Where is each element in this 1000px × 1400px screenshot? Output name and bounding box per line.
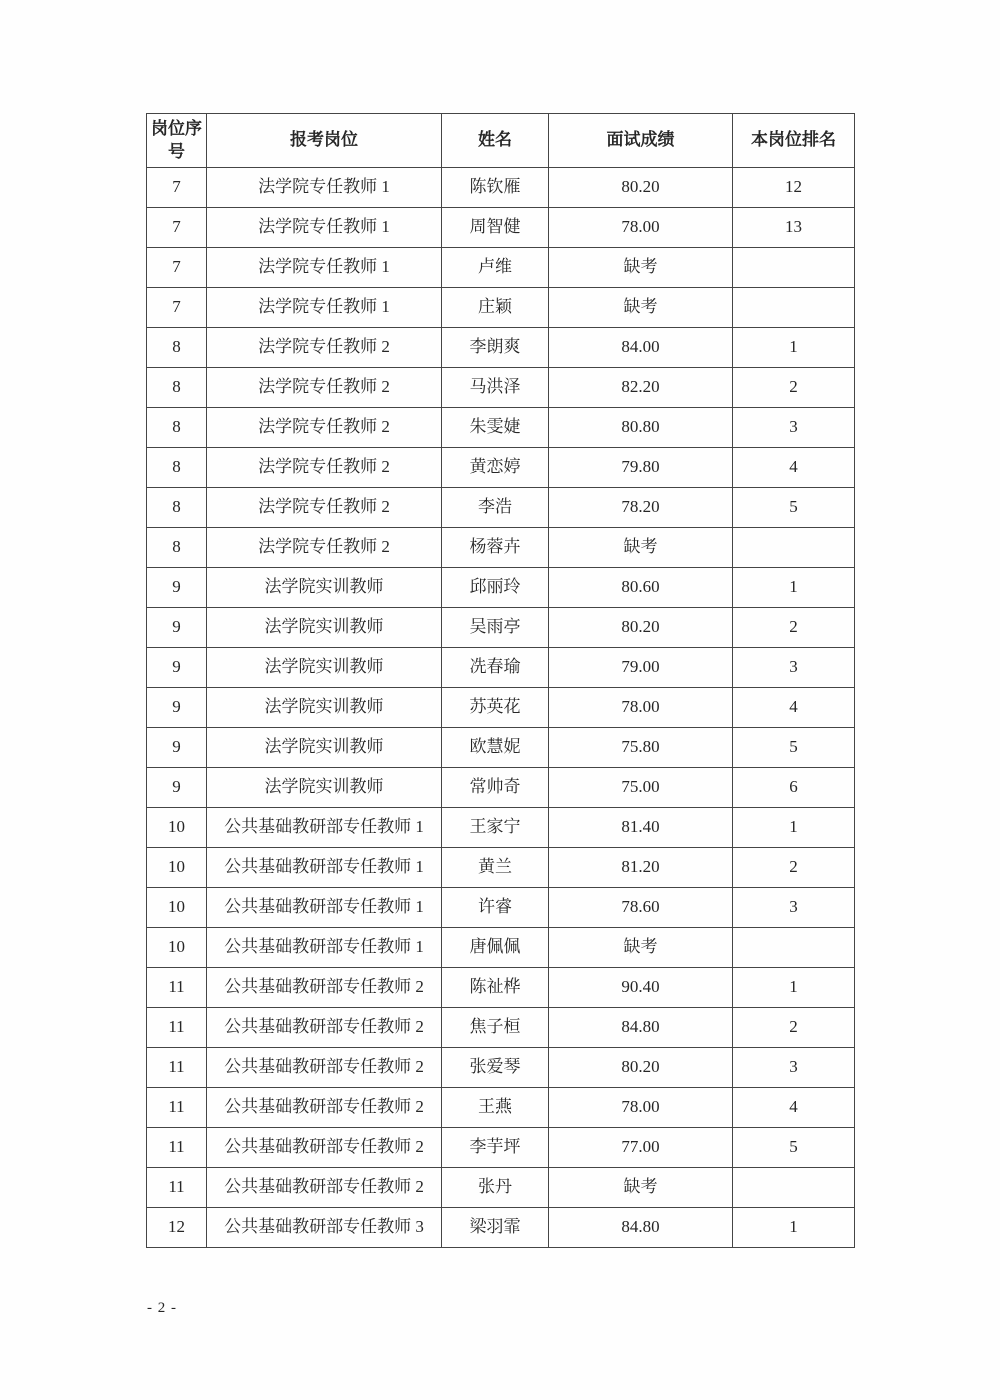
cell-name: 吴雨亭	[442, 608, 549, 648]
cell-position-seq: 11	[147, 1048, 207, 1088]
cell-applied-position: 公共基础教研部专任教师 2	[207, 1048, 442, 1088]
cell-applied-position: 公共基础教研部专任教师 2	[207, 1128, 442, 1168]
table-row	[147, 1208, 855, 1248]
table-row	[147, 1128, 855, 1168]
cell-interview-score: 缺考	[549, 248, 733, 288]
table-row	[147, 488, 855, 528]
cell-interview-score: 84.80	[549, 1208, 733, 1248]
table-row	[147, 408, 855, 448]
table-row	[147, 768, 855, 808]
cell-name: 王家宁	[442, 808, 549, 848]
table-row	[147, 328, 855, 368]
cell-applied-position: 法学院专任教师 2	[207, 448, 442, 488]
cell-position-seq: 11	[147, 968, 207, 1008]
cell-interview-score: 75.80	[549, 728, 733, 768]
cell-interview-score: 82.20	[549, 368, 733, 408]
table-row	[147, 1048, 855, 1088]
cell-applied-position: 法学院专任教师 2	[207, 368, 442, 408]
cell-interview-score: 78.00	[549, 1088, 733, 1128]
table-row	[147, 528, 855, 568]
cell-position-seq: 9	[147, 608, 207, 648]
cell-position-rank: 3	[733, 648, 855, 688]
cell-interview-score: 78.20	[549, 488, 733, 528]
cell-interview-score: 81.40	[549, 808, 733, 848]
cell-position-rank: 4	[733, 688, 855, 728]
cell-position-rank: 1	[733, 1208, 855, 1248]
cell-applied-position: 公共基础教研部专任教师 2	[207, 1008, 442, 1048]
cell-interview-score: 78.60	[549, 888, 733, 928]
cell-position-seq: 10	[147, 888, 207, 928]
cell-position-rank: 1	[733, 808, 855, 848]
cell-position-seq: 8	[147, 488, 207, 528]
table-row	[147, 448, 855, 488]
cell-interview-score: 缺考	[549, 528, 733, 568]
table-row	[147, 1008, 855, 1048]
cell-applied-position: 法学院专任教师 2	[207, 328, 442, 368]
cell-position-rank	[733, 248, 855, 288]
cell-position-rank	[733, 528, 855, 568]
table-row	[147, 968, 855, 1008]
cell-position-seq: 10	[147, 848, 207, 888]
cell-name: 唐佩佩	[442, 928, 549, 968]
cell-applied-position: 公共基础教研部专任教师 3	[207, 1208, 442, 1248]
cell-position-rank: 2	[733, 368, 855, 408]
cell-name: 许睿	[442, 888, 549, 928]
cell-name: 朱雯婕	[442, 408, 549, 448]
cell-applied-position: 法学院实训教师	[207, 608, 442, 648]
cell-position-rank	[733, 288, 855, 328]
col-header-position-seq: 岗位序号	[147, 114, 207, 168]
cell-name: 张爱琴	[442, 1048, 549, 1088]
table-row	[147, 208, 855, 248]
cell-name: 卢维	[442, 248, 549, 288]
cell-position-rank: 1	[733, 328, 855, 368]
cell-position-seq: 9	[147, 568, 207, 608]
cell-position-rank: 1	[733, 968, 855, 1008]
table-row	[147, 808, 855, 848]
table-row	[147, 248, 855, 288]
cell-name: 陈祉桦	[442, 968, 549, 1008]
cell-position-rank: 5	[733, 488, 855, 528]
cell-position-rank: 6	[733, 768, 855, 808]
cell-position-seq: 9	[147, 768, 207, 808]
cell-position-seq: 9	[147, 728, 207, 768]
table-row	[147, 728, 855, 768]
cell-position-seq: 12	[147, 1208, 207, 1248]
table-row	[147, 568, 855, 608]
cell-applied-position: 法学院专任教师 2	[207, 488, 442, 528]
cell-position-rank: 2	[733, 1008, 855, 1048]
table-row	[147, 1168, 855, 1208]
table-row	[147, 928, 855, 968]
cell-position-rank: 2	[733, 608, 855, 648]
cell-name: 冼春瑜	[442, 648, 549, 688]
cell-applied-position: 公共基础教研部专任教师 2	[207, 1088, 442, 1128]
cell-position-seq: 10	[147, 928, 207, 968]
cell-position-seq: 7	[147, 168, 207, 208]
cell-position-seq: 9	[147, 648, 207, 688]
cell-position-rank: 3	[733, 888, 855, 928]
table-row	[147, 368, 855, 408]
cell-name: 黄兰	[442, 848, 549, 888]
col-header-position-rank: 本岗位排名	[733, 114, 855, 168]
cell-applied-position: 法学院实训教师	[207, 688, 442, 728]
cell-position-seq: 7	[147, 288, 207, 328]
cell-position-rank	[733, 928, 855, 968]
cell-interview-score: 78.00	[549, 208, 733, 248]
cell-name: 王燕	[442, 1088, 549, 1128]
cell-name: 李朗爽	[442, 328, 549, 368]
cell-applied-position: 法学院专任教师 2	[207, 528, 442, 568]
cell-name: 黄恋婷	[442, 448, 549, 488]
cell-name: 张丹	[442, 1168, 549, 1208]
cell-interview-score: 80.60	[549, 568, 733, 608]
table-header-row	[147, 114, 855, 168]
cell-interview-score: 80.20	[549, 608, 733, 648]
cell-name: 李浩	[442, 488, 549, 528]
cell-interview-score: 缺考	[549, 288, 733, 328]
cell-name: 焦子桓	[442, 1008, 549, 1048]
cell-applied-position: 公共基础教研部专任教师 1	[207, 808, 442, 848]
interview-score-table	[146, 113, 855, 1248]
cell-interview-score: 缺考	[549, 928, 733, 968]
cell-position-seq: 8	[147, 408, 207, 448]
cell-name: 欧慧妮	[442, 728, 549, 768]
table-row	[147, 888, 855, 928]
cell-position-seq: 11	[147, 1088, 207, 1128]
cell-name: 李芋坪	[442, 1128, 549, 1168]
cell-name: 周智健	[442, 208, 549, 248]
table-row	[147, 288, 855, 328]
table-row	[147, 1088, 855, 1128]
cell-applied-position: 法学院实训教师	[207, 728, 442, 768]
cell-name: 马洪泽	[442, 368, 549, 408]
page-number: - 2 -	[147, 1300, 177, 1316]
cell-applied-position: 法学院专任教师 2	[207, 408, 442, 448]
cell-position-rank: 3	[733, 408, 855, 448]
cell-applied-position: 公共基础教研部专任教师 2	[207, 968, 442, 1008]
col-header-interview-score: 面试成绩	[549, 114, 733, 168]
cell-position-rank: 4	[733, 1088, 855, 1128]
cell-position-rank: 12	[733, 168, 855, 208]
cell-interview-score: 79.00	[549, 648, 733, 688]
cell-position-rank: 2	[733, 848, 855, 888]
table-row	[147, 168, 855, 208]
cell-interview-score: 84.00	[549, 328, 733, 368]
cell-interview-score: 78.00	[549, 688, 733, 728]
cell-applied-position: 法学院专任教师 1	[207, 208, 442, 248]
cell-name: 邱丽玲	[442, 568, 549, 608]
col-header-name: 姓名	[442, 114, 549, 168]
cell-applied-position: 公共基础教研部专任教师 2	[207, 1168, 442, 1208]
table-row	[147, 648, 855, 688]
cell-interview-score: 80.20	[549, 1048, 733, 1088]
table-body	[147, 168, 855, 1248]
cell-position-seq: 8	[147, 448, 207, 488]
cell-interview-score: 77.00	[549, 1128, 733, 1168]
cell-position-seq: 7	[147, 248, 207, 288]
table-row	[147, 688, 855, 728]
cell-name: 梁羽霏	[442, 1208, 549, 1248]
cell-interview-score: 80.20	[549, 168, 733, 208]
table-row	[147, 848, 855, 888]
cell-applied-position: 法学院实训教师	[207, 768, 442, 808]
cell-interview-score: 80.80	[549, 408, 733, 448]
cell-interview-score: 81.20	[549, 848, 733, 888]
cell-interview-score: 缺考	[549, 1168, 733, 1208]
cell-applied-position: 法学院专任教师 1	[207, 288, 442, 328]
cell-applied-position: 法学院专任教师 1	[207, 168, 442, 208]
cell-position-rank: 5	[733, 1128, 855, 1168]
cell-name: 杨蓉卉	[442, 528, 549, 568]
cell-position-seq: 11	[147, 1168, 207, 1208]
cell-position-seq: 8	[147, 368, 207, 408]
cell-position-seq: 11	[147, 1008, 207, 1048]
cell-position-seq: 11	[147, 1128, 207, 1168]
cell-interview-score: 84.80	[549, 1008, 733, 1048]
cell-position-rank	[733, 1168, 855, 1208]
cell-applied-position: 法学院实训教师	[207, 648, 442, 688]
cell-applied-position: 法学院实训教师	[207, 568, 442, 608]
table-row	[147, 608, 855, 648]
cell-position-rank: 13	[733, 208, 855, 248]
cell-position-rank: 3	[733, 1048, 855, 1088]
cell-applied-position: 公共基础教研部专任教师 1	[207, 848, 442, 888]
cell-position-rank: 4	[733, 448, 855, 488]
cell-position-seq: 8	[147, 328, 207, 368]
cell-name: 庄颖	[442, 288, 549, 328]
cell-applied-position: 公共基础教研部专任教师 1	[207, 888, 442, 928]
cell-position-rank: 5	[733, 728, 855, 768]
cell-position-seq: 10	[147, 808, 207, 848]
cell-position-seq: 9	[147, 688, 207, 728]
cell-name: 常帅奇	[442, 768, 549, 808]
cell-name: 陈钦雁	[442, 168, 549, 208]
col-header-applied-position: 报考岗位	[207, 114, 442, 168]
cell-position-seq: 7	[147, 208, 207, 248]
cell-applied-position: 法学院专任教师 1	[207, 248, 442, 288]
cell-interview-score: 75.00	[549, 768, 733, 808]
cell-interview-score: 90.40	[549, 968, 733, 1008]
cell-applied-position: 公共基础教研部专任教师 1	[207, 928, 442, 968]
cell-position-rank: 1	[733, 568, 855, 608]
cell-position-seq: 8	[147, 528, 207, 568]
cell-interview-score: 79.80	[549, 448, 733, 488]
cell-name: 苏英花	[442, 688, 549, 728]
